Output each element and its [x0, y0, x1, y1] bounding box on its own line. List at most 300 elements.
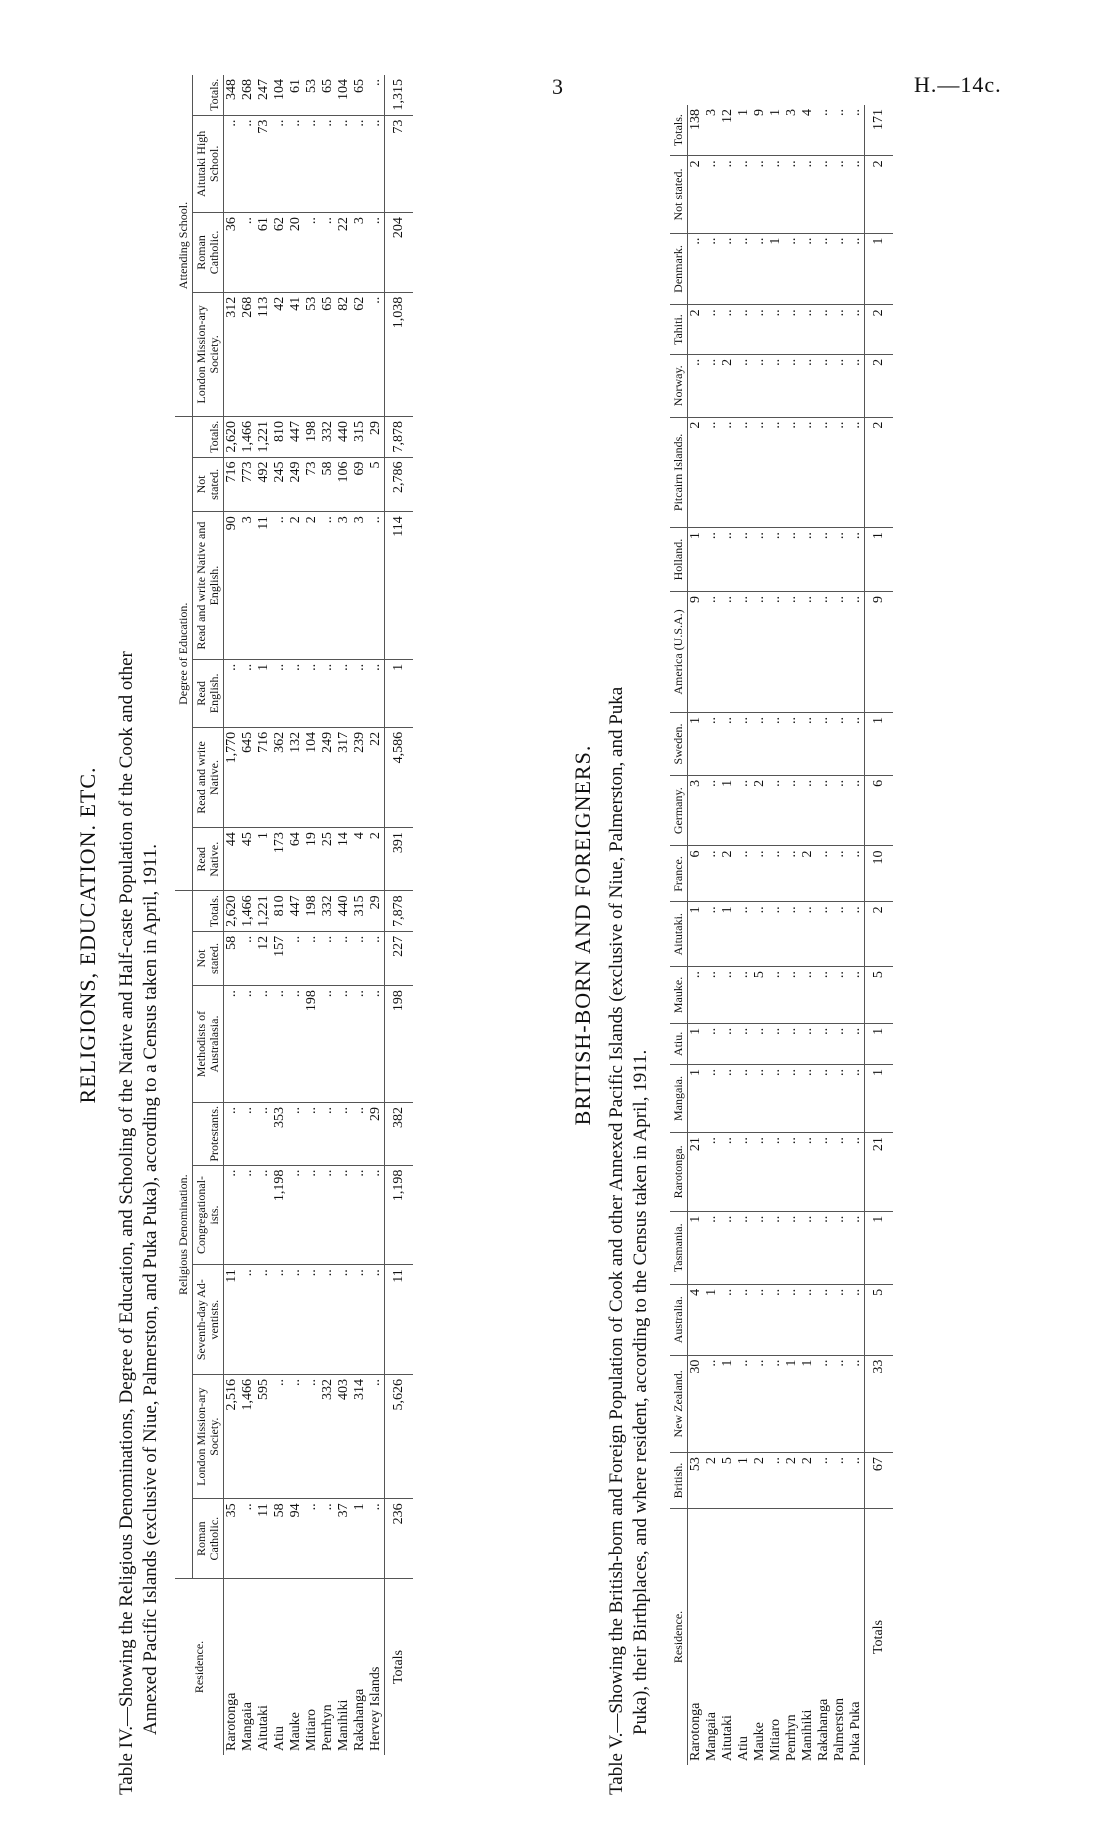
table5-col-header: Rarotonga.: [670, 1133, 688, 1212]
table4-cell: 69: [352, 457, 368, 512]
table5-cell: 1: [800, 1355, 816, 1452]
table4-cell: ..: [368, 1375, 385, 1499]
table4-cell: ..: [224, 659, 241, 727]
table5-cell: 5: [720, 1453, 736, 1509]
table4-group-religion: Religious Denomination.: [175, 891, 193, 1579]
table5-total-cell: 5: [865, 1284, 894, 1355]
table5-cell: 30: [688, 1355, 705, 1452]
table5-row: [736, 105, 752, 1765]
table5-cell: ..: [704, 528, 720, 592]
table5-row: [832, 105, 848, 1765]
table5-cell: ..: [800, 967, 816, 1024]
table4-cell: ..: [240, 213, 256, 293]
table5-cell: 21: [688, 1133, 705, 1212]
table4-cell: 2,620: [224, 891, 241, 932]
table4-cell: ..: [368, 115, 385, 212]
table4-cell: 65: [320, 292, 336, 416]
table5-cell: ..: [784, 967, 800, 1024]
table4-cell: 317: [336, 727, 352, 827]
table5-cell: ..: [848, 902, 865, 967]
table4-cell: 29: [368, 891, 385, 932]
table4-cell: ..: [240, 1265, 256, 1375]
table5-cell: ..: [816, 902, 832, 967]
table4-cell: 1,466: [240, 1375, 256, 1499]
table5-cell: ..: [736, 417, 752, 528]
table4-cell: 249: [288, 457, 304, 512]
table5-cell: ..: [832, 902, 848, 967]
table4-cell: 4: [352, 828, 368, 891]
table4-cell: 1,221: [256, 891, 272, 932]
table5-cell: ..: [832, 712, 848, 775]
table4-row: [320, 75, 336, 1755]
table4-group-education: Degree of Education.: [175, 417, 193, 891]
table5-total-cell: 171: [865, 105, 894, 156]
table5-cell: ..: [800, 591, 816, 712]
table5-cell: ..: [784, 233, 800, 305]
table5-total-cell: 67: [865, 1453, 894, 1509]
table5-cell: 2: [784, 1453, 800, 1509]
table5-cell: ..: [768, 1023, 784, 1064]
table4-row: [368, 75, 385, 1755]
table5-cell: 1: [784, 1355, 800, 1452]
table4-cell: 94: [288, 1499, 304, 1579]
table5-cell: ..: [768, 305, 784, 355]
table4-cell: 61: [256, 213, 272, 293]
table5-cell: ..: [816, 1355, 832, 1452]
table5-cell: ..: [816, 528, 832, 592]
table4-cell: ..: [336, 1265, 352, 1375]
table5-cell: 1: [720, 775, 736, 846]
table4-cell: 62: [352, 292, 368, 416]
table4-cell: ..: [288, 1165, 304, 1265]
table4-cell: ..: [304, 1499, 320, 1579]
table5-cell: ..: [832, 775, 848, 846]
table4-cell: 44: [224, 828, 241, 891]
table4-totals-label: Totals: [385, 1579, 414, 1756]
table5-cell: ..: [704, 775, 720, 846]
table4-cell: 53: [304, 292, 320, 416]
table5-cell: 1: [688, 528, 705, 592]
table5-cell: ..: [848, 105, 865, 156]
table5-cell: ..: [800, 902, 816, 967]
table5-cell: ..: [768, 591, 784, 712]
table5-col-header: America (U.S.A.): [670, 591, 688, 712]
table4-col-header: Not stated.: [193, 457, 224, 512]
table5-cell: ..: [832, 1064, 848, 1132]
table5-cell: ..: [832, 1211, 848, 1284]
table5-cell: 2: [720, 354, 736, 417]
table4-cell: 82: [336, 292, 352, 416]
table4-cell: 247: [256, 75, 272, 115]
table4-cell: 90: [224, 512, 241, 660]
table4-cell: ..: [368, 931, 385, 985]
table4-cell: ..: [352, 986, 368, 1103]
table4-cell: ..: [288, 1375, 304, 1499]
table4-cell: ..: [256, 1265, 272, 1375]
table5-cell: ..: [752, 305, 768, 355]
table4-cell: ..: [368, 292, 385, 416]
table4-cell: 332: [320, 891, 336, 932]
table5-cell: ..: [768, 1211, 784, 1284]
table4-cell: ..: [352, 659, 368, 727]
table4-cell: ..: [272, 1265, 288, 1375]
table5-cell: ..: [784, 902, 800, 967]
table4-total-cell: 11: [385, 1265, 414, 1375]
table5-row-name: Mangaia: [704, 1712, 719, 1761]
table5-total-cell: 33: [865, 1355, 894, 1452]
table4-col-header: Congregational-ists.: [193, 1165, 224, 1265]
table4-cell: 65: [320, 75, 336, 115]
table4-cell: ..: [224, 115, 241, 212]
table5-cell: 1: [768, 233, 784, 305]
table5-cell: ..: [704, 1023, 720, 1064]
table5-cell: ..: [800, 417, 816, 528]
table5-cell: ..: [704, 591, 720, 712]
table5-cell: 2: [688, 417, 705, 528]
table5-cell: ..: [784, 305, 800, 355]
table5-cell: ..: [736, 1355, 752, 1452]
table4-cell: 3: [352, 213, 368, 293]
table4-cell: ..: [320, 1102, 336, 1165]
table4-cell: ..: [288, 986, 304, 1103]
table4-row-name: Aitutaki: [256, 1705, 271, 1751]
table4-caption-line1: Table IV.—Showing the Religious Denominations, Degree of Education, and Schooling of the Native and Half-caste Population of the Cook and other: [116, 651, 137, 1795]
table5-cell: ..: [720, 712, 736, 775]
table4-cell: 1: [256, 659, 272, 727]
table4-cell: ..: [240, 1165, 256, 1265]
table5-cell: 6: [688, 846, 705, 902]
table4-cell: 773: [240, 457, 256, 512]
table5-cell: ..: [768, 417, 784, 528]
table4-cell: ..: [288, 659, 304, 727]
table5-cell: ..: [736, 156, 752, 233]
table5-cell: ..: [848, 591, 865, 712]
table5-cell: 1: [736, 1453, 752, 1509]
table4-cell: 645: [240, 727, 256, 827]
table5-cell: ..: [736, 233, 752, 305]
table4-cell: 2,516: [224, 1375, 241, 1499]
table5-col-header: Mauke.: [670, 967, 688, 1024]
table4-total-cell: 1,198: [385, 1165, 414, 1265]
table4-cell: ..: [288, 931, 304, 985]
table5-cell: ..: [752, 417, 768, 528]
table5-cell: ..: [704, 902, 720, 967]
table4-cell: 41: [288, 292, 304, 416]
table4-cell: 315: [352, 417, 368, 458]
table5-cell: ..: [736, 528, 752, 592]
table4-cell: 268: [240, 292, 256, 416]
table5-cell: ..: [752, 712, 768, 775]
table5-cell: ..: [752, 233, 768, 305]
table4-cell: 1,466: [240, 891, 256, 932]
table5-col-header: British.: [670, 1453, 688, 1509]
table5-cell: ..: [752, 156, 768, 233]
table4-row-name: Atiu: [272, 1726, 287, 1751]
table5-total-cell: 5: [865, 967, 894, 1024]
table4-cell: ..: [368, 1265, 385, 1375]
table5-cell: 1: [768, 105, 784, 156]
table5-cell: ..: [688, 967, 705, 1024]
table5-cell: 2: [800, 1453, 816, 1509]
table5-cell: ..: [752, 846, 768, 902]
table4-cell: 104: [336, 75, 352, 115]
table5-cell: ..: [704, 712, 720, 775]
table4-cell: ..: [352, 1102, 368, 1165]
table5-cell: ..: [800, 156, 816, 233]
table4-column-row: [193, 75, 224, 1755]
table5-cell: ..: [816, 417, 832, 528]
table5-cell: ..: [832, 354, 848, 417]
table5-total-cell: 2: [865, 305, 894, 355]
section-title-british: BRITISH-BORN AND FOREIGNERS.: [570, 744, 595, 1126]
table5-cell: ..: [768, 1355, 784, 1452]
table5-cell: ..: [736, 712, 752, 775]
table4-cell: 37: [336, 1499, 352, 1579]
table4-col-header: Totals.: [193, 75, 224, 115]
table4-total-cell: 236: [385, 1499, 414, 1579]
table4-cell: ..: [304, 1102, 320, 1165]
table5-total-cell: 10: [865, 846, 894, 902]
table5-cell: ..: [832, 417, 848, 528]
table5-total-cell: 1: [865, 528, 894, 592]
table5-row-name: Rarotonga: [688, 1702, 703, 1761]
table5-cell: ..: [720, 591, 736, 712]
table5-total-cell: 1: [865, 1023, 894, 1064]
table4-cell: 11: [224, 1265, 241, 1375]
table5-cell: ..: [848, 1211, 865, 1284]
table5-cell: ..: [720, 1211, 736, 1284]
table4-cell: 19: [304, 828, 320, 891]
table4-cell: 2: [304, 512, 320, 660]
table5-cell: ..: [800, 712, 816, 775]
table4-row-name: Mauke: [288, 1712, 303, 1751]
table4-cell: ..: [272, 986, 288, 1103]
table4-row-name: Manihiki: [336, 1699, 351, 1751]
table4-col-header: Seventh-day Ad-ventists.: [193, 1265, 224, 1375]
table4-col-header: Roman Catholic.: [193, 213, 224, 293]
table4-cell: 198: [304, 891, 320, 932]
table4-cell: 5: [368, 457, 385, 512]
table4-cell: ..: [368, 75, 385, 115]
table4-cell: ..: [368, 512, 385, 660]
table5-col-header: Holland.: [670, 528, 688, 592]
table5-cell: 4: [800, 105, 816, 156]
table4-cell: ..: [336, 115, 352, 212]
table4-cell: 1,770: [224, 727, 241, 827]
table4-cell: ..: [368, 986, 385, 1103]
table5-cell: 1: [688, 902, 705, 967]
table4-cell: ..: [240, 115, 256, 212]
table4-group-row: [175, 75, 193, 1755]
table5-cell: ..: [816, 1023, 832, 1064]
table4-cell: 348: [224, 75, 241, 115]
table5-cell: 1: [720, 1355, 736, 1452]
table5-cell: 2: [688, 156, 705, 233]
table4-cell: 14: [336, 828, 352, 891]
table5-cell: ..: [752, 1211, 768, 1284]
table4-cell: 447: [288, 417, 304, 458]
table4-cell: ..: [336, 986, 352, 1103]
table5-col-header: New Zealand.: [670, 1355, 688, 1452]
table4-cell: ..: [336, 659, 352, 727]
table4-cell: 315: [352, 891, 368, 932]
table4-total-cell: 382: [385, 1102, 414, 1165]
table5-cell: ..: [800, 775, 816, 846]
table4-cell: 810: [272, 891, 288, 932]
table4-cell: ..: [320, 1165, 336, 1265]
table5-row-name: Atiu: [736, 1736, 751, 1761]
table5-cell: ..: [752, 354, 768, 417]
table4-cell: ..: [336, 1165, 352, 1265]
table5-cell: ..: [752, 902, 768, 967]
table4-col-header: Read and write Native and English.: [193, 512, 224, 660]
table5-cell: 5: [752, 967, 768, 1024]
table5-cell: 1: [688, 1064, 705, 1132]
table4-cell: 42: [272, 292, 288, 416]
table4-cell: 332: [320, 1375, 336, 1499]
table4-cell: ..: [304, 1165, 320, 1265]
table5-cell: ..: [720, 417, 736, 528]
table4-row: [352, 75, 368, 1755]
table5-total-cell: 21: [865, 1133, 894, 1212]
table4-cell: 173: [272, 828, 288, 891]
table4-cell: 65: [352, 75, 368, 115]
table4-total-cell: 5,626: [385, 1375, 414, 1499]
table5-cell: ..: [704, 233, 720, 305]
table4-col-header: Not stated.: [193, 931, 224, 985]
table5-cell: ..: [848, 846, 865, 902]
table4-cell: ..: [272, 115, 288, 212]
table4-col-header: Read English.: [193, 659, 224, 727]
table4-cell: ..: [272, 659, 288, 727]
table4-cell: 61: [288, 75, 304, 115]
table4-cell: 157: [272, 931, 288, 985]
table4-col-header: Read Native.: [193, 828, 224, 891]
table4-cell: 2: [368, 828, 385, 891]
table4-col-header: London Mission-ary Society.: [193, 292, 224, 416]
table4-cell: ..: [320, 1265, 336, 1375]
table4-row: [288, 75, 304, 1755]
table5-cell: ..: [784, 591, 800, 712]
table4-cell: 1,198: [272, 1165, 288, 1265]
table5-row: [784, 105, 800, 1765]
table5-cell: ..: [816, 233, 832, 305]
table5-cell: ..: [752, 528, 768, 592]
table5-cell: ..: [816, 1211, 832, 1284]
table4-total-cell: 73: [385, 115, 414, 212]
table5-cell: ..: [816, 105, 832, 156]
table4-cell: 2: [288, 512, 304, 660]
table5-cell: 9: [688, 591, 705, 712]
page-reference: H.—14c.: [914, 72, 1002, 97]
table5-cell: ..: [736, 305, 752, 355]
table4-cell: 198: [304, 986, 320, 1103]
table5-caption-line2: Puka), their Birthplaces, and where resident, according to the Census taken in April, 1911.: [630, 1049, 651, 1735]
table5-cell: ..: [848, 1064, 865, 1132]
table4-total-cell: 114: [385, 512, 414, 660]
table5-cell: 4: [688, 1284, 705, 1355]
table5-cell: ..: [720, 156, 736, 233]
table4-col-header: Roman Catholic.: [193, 1499, 224, 1579]
table5-cell: ..: [816, 591, 832, 712]
table4-total-cell: 1,315: [385, 75, 414, 115]
table4-cell: 245: [272, 457, 288, 512]
table5-row: [768, 105, 784, 1765]
table5-cell: ..: [704, 1355, 720, 1452]
table5-cell: ..: [816, 712, 832, 775]
table4-cell: 595: [256, 1375, 272, 1499]
table4-row: [256, 75, 272, 1755]
table5-cell: ..: [720, 233, 736, 305]
table5-row: [848, 105, 865, 1765]
table4-cell: 362: [272, 727, 288, 827]
table4: [175, 75, 413, 1755]
table5-cell: ..: [704, 1133, 720, 1212]
table5-cell: ..: [848, 156, 865, 233]
table4-cell: ..: [240, 1102, 256, 1165]
table4-row: [336, 75, 352, 1755]
table4-cell: ..: [256, 1165, 272, 1265]
table4-cell: ..: [304, 213, 320, 293]
table5-row: [752, 105, 768, 1765]
table5-cell: 53: [688, 1453, 705, 1509]
table5-col-header: Pitcairn Islands.: [670, 417, 688, 528]
table5-cell: ..: [832, 1284, 848, 1355]
table5-cell: ..: [704, 846, 720, 902]
table4-cell: ..: [352, 1265, 368, 1375]
table5-cell: ..: [704, 417, 720, 528]
table4-total-cell: 391: [385, 828, 414, 891]
table4-col-header: Totals.: [193, 417, 224, 458]
table4-total-cell: 1,038: [385, 292, 414, 416]
table4-cell: 3: [336, 512, 352, 660]
table5-total-cell: 1: [865, 1211, 894, 1284]
table4-row: [272, 75, 288, 1755]
table4-cell: ..: [288, 1265, 304, 1375]
table4-cell: ..: [320, 512, 336, 660]
table4-cell: 132: [288, 727, 304, 827]
table5-cell: ..: [816, 1064, 832, 1132]
table5-cell: 2: [752, 1453, 768, 1509]
table4-cell: 1,466: [240, 417, 256, 458]
table5-cell: ..: [736, 1211, 752, 1284]
table4-cell: ..: [320, 986, 336, 1103]
table5-row-name: Penrhyn: [784, 1714, 799, 1761]
table5-cell: 1: [720, 902, 736, 967]
table5-cell: ..: [752, 591, 768, 712]
table5-cell: ..: [848, 1355, 865, 1452]
table5-cell: ..: [736, 775, 752, 846]
table5-cell: ..: [784, 528, 800, 592]
table4-cell: ..: [304, 1265, 320, 1375]
table5-cell: ..: [752, 1064, 768, 1132]
table4-cell: ..: [368, 659, 385, 727]
table4-cell: ..: [288, 115, 304, 212]
table5-cell: ..: [784, 712, 800, 775]
table5-cell: ..: [784, 417, 800, 528]
table5-col-header: Totals.: [670, 105, 688, 156]
table4-cell: ..: [240, 986, 256, 1103]
table4-group-school: Attending School.: [175, 75, 193, 417]
table5-cell: ..: [848, 233, 865, 305]
table5-cell: ..: [720, 1064, 736, 1132]
table5-cell: ..: [832, 233, 848, 305]
table5-cell: ..: [800, 233, 816, 305]
table4-cell: ..: [288, 1102, 304, 1165]
table5-cell: ..: [704, 305, 720, 355]
table5-total-cell: 2: [865, 156, 894, 233]
table5-cell: ..: [832, 528, 848, 592]
